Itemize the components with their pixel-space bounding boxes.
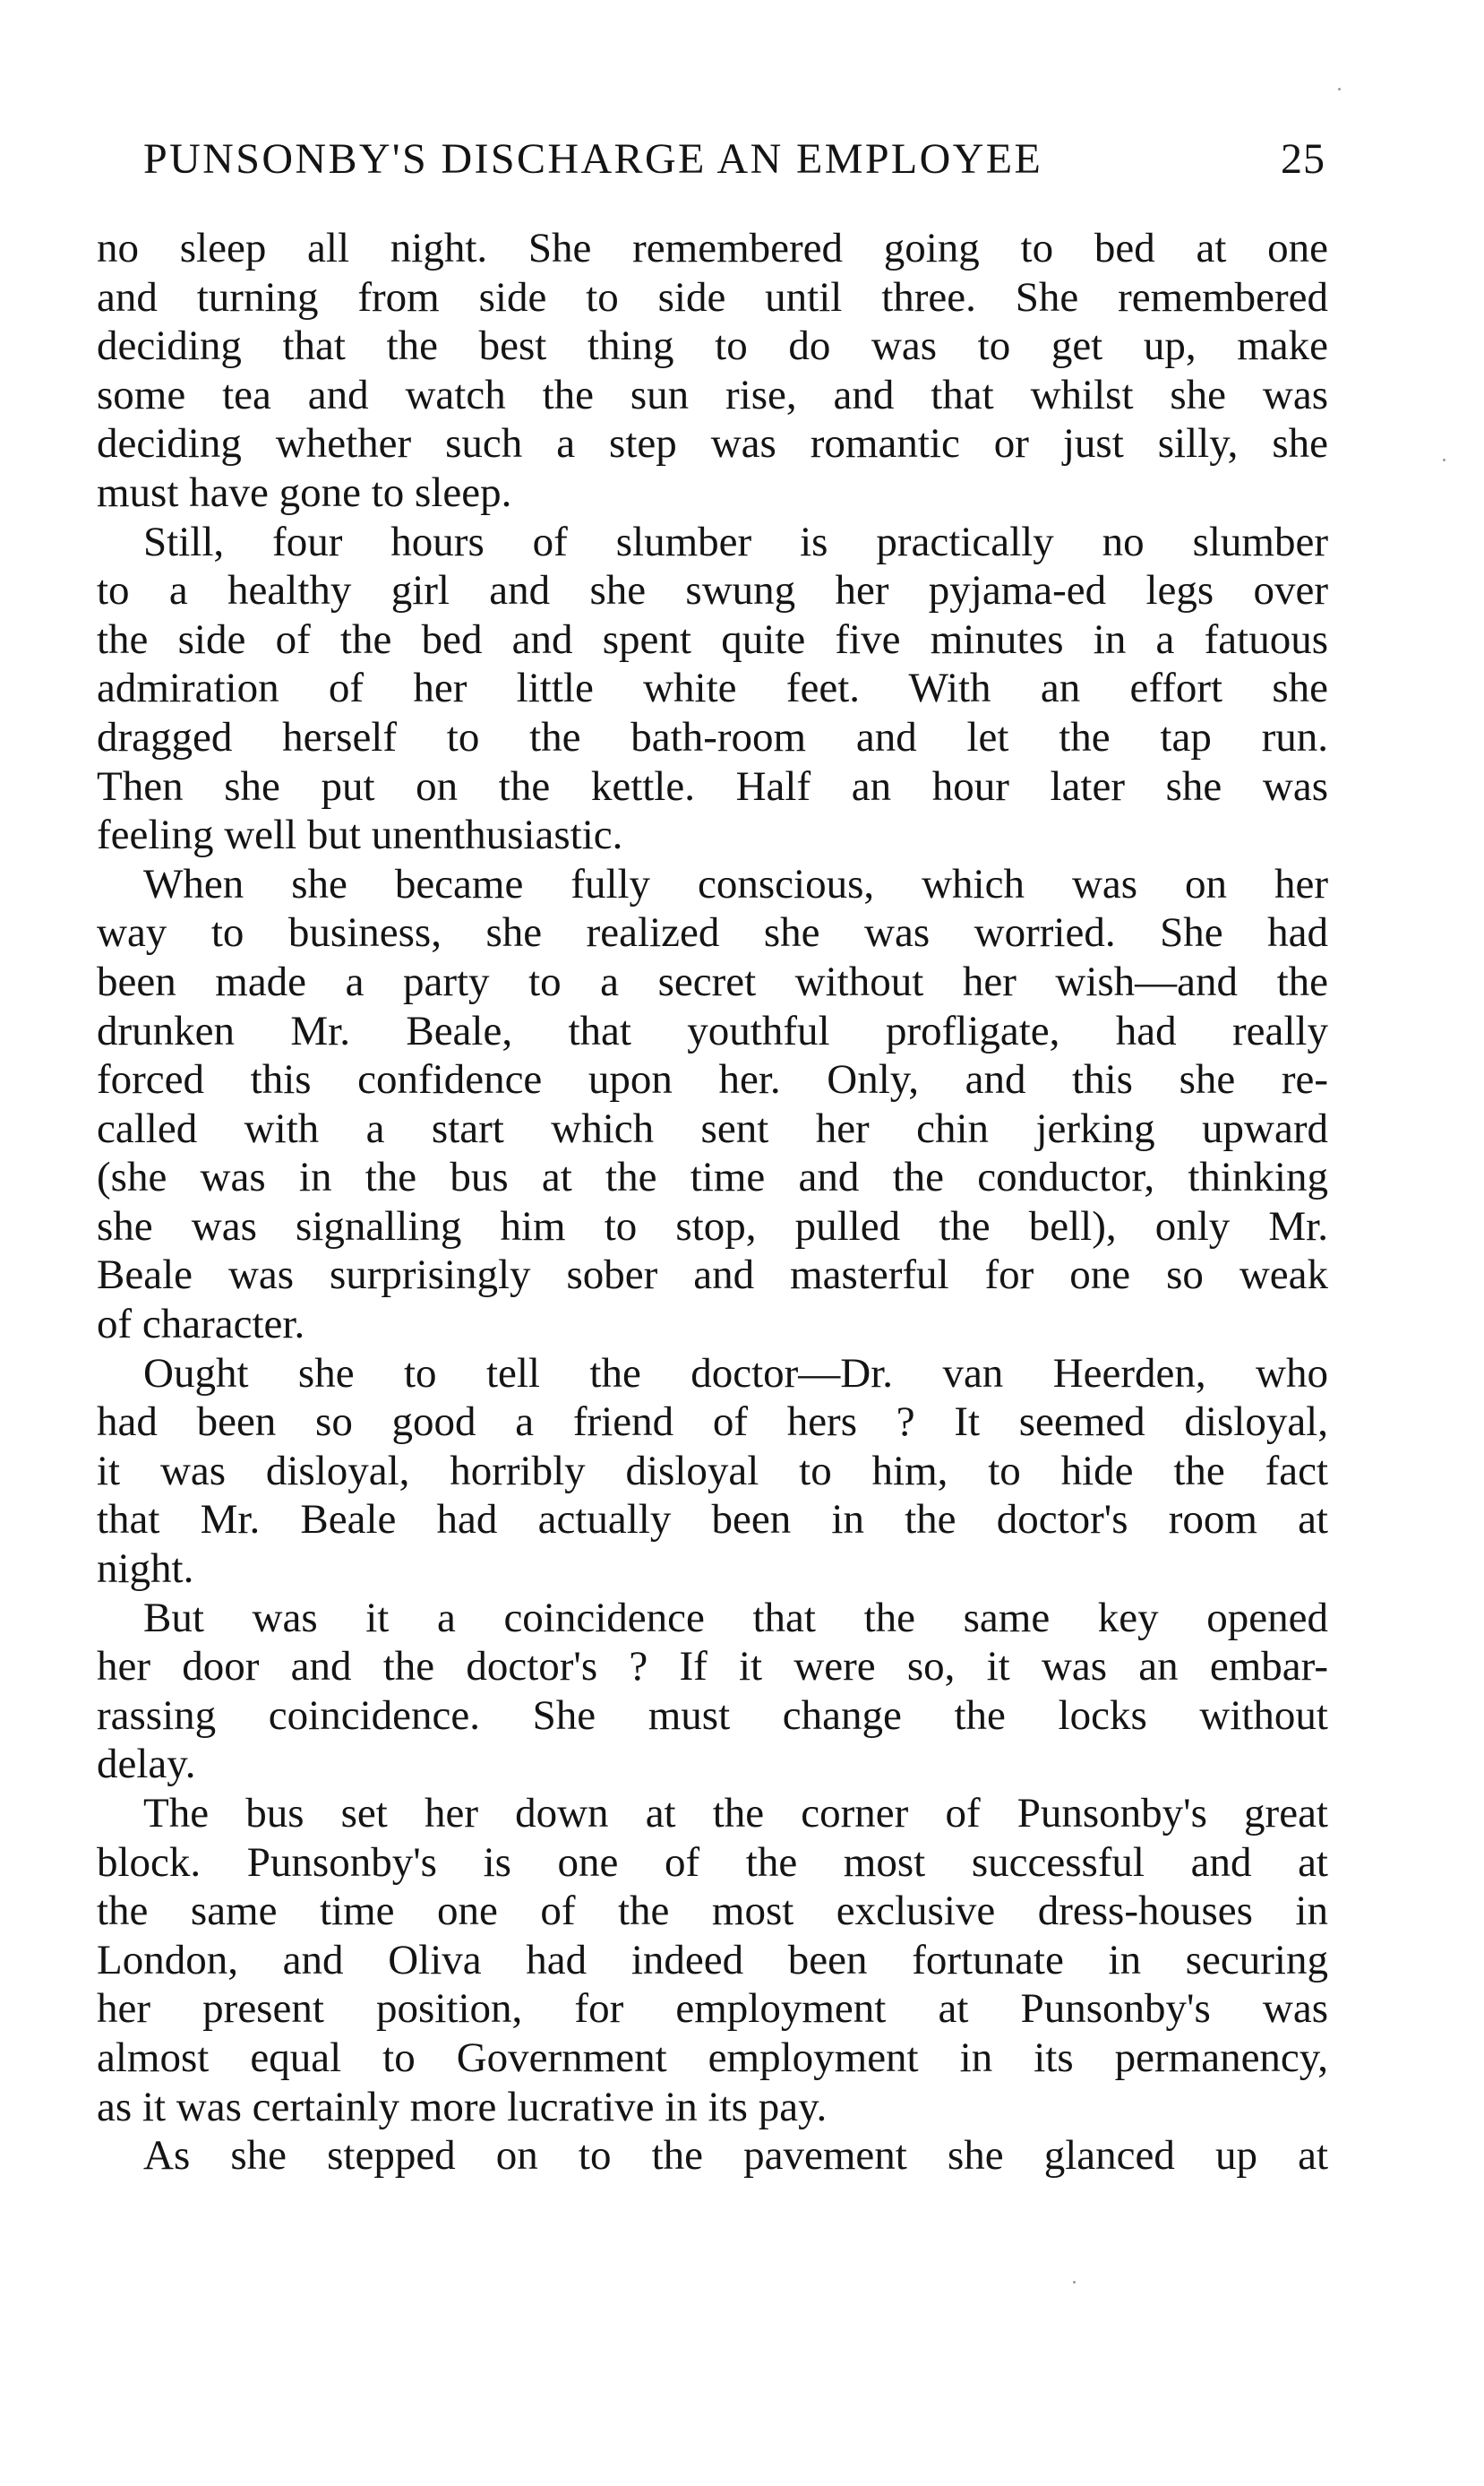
text-line: rassing coincidence. She must change the locks without (97, 1691, 1328, 1739)
text-line: (she was in the bus at the time and the conductor, thinking (97, 1154, 1328, 1201)
chapter-title: PUNSONBY'S DISCHARGE AN EMPLOYEE (143, 135, 1043, 183)
paragraph (97, 860, 1328, 1349)
text-line: to a healthy girl and she swung her pyjama-ed legs over (97, 567, 1328, 615)
text-line: it was disloyal, horribly disloyal to him, to hide the fact (97, 1447, 1328, 1494)
scan-speck (1338, 88, 1341, 90)
text-line: the side of the bed and spent quite five minutes in a fatuous (97, 615, 1328, 663)
text-line: Still, four hours of slumber is practically no slumber (143, 518, 1328, 565)
text-line: dragged herself to the bath-room and let the tap run. (97, 713, 1328, 761)
scan-speck (1073, 2281, 1076, 2284)
paragraph (97, 2131, 1328, 2181)
text-line: been made a party to a secret without her wish—and the (97, 958, 1328, 1005)
text-line: had been so good a friend of hers ? It seemed disloyal, (97, 1398, 1328, 1446)
text-line: The bus set her down at the corner of Punsonby's great (143, 1790, 1328, 1837)
paragraph (97, 1789, 1328, 2131)
text-line: feeling well but unenthusiastic. (97, 812, 623, 859)
scan-speck (1443, 459, 1445, 461)
text-line: London, and Oliva had indeed been fortunate in securing (97, 1936, 1328, 1983)
text-line: and turning from side to side until three. She remembered (97, 273, 1328, 321)
paragraph (97, 1349, 1328, 1594)
text-line: she was signalling him to stop, pulled the bell), only Mr. (97, 1202, 1328, 1250)
text-line: drunken Mr. Beale, that youthful profligate, had really (97, 1007, 1328, 1054)
paragraph (97, 518, 1328, 860)
text-line: But was it a coincidence that the same key opened (143, 1594, 1328, 1641)
text-line: that Mr. Beale had actually been in the doctor's room at (97, 1496, 1328, 1544)
text-line: Ought she to tell the doctor—Dr. van Heerden, who (143, 1349, 1328, 1397)
text-line: her present position, for employment at Punsonby's was (97, 1985, 1328, 2033)
text-line: delay. (97, 1741, 196, 1788)
paragraph (97, 1594, 1328, 1789)
text-line: Then she put on the kettle. Half an hour later she was (97, 762, 1328, 810)
paragraph (97, 224, 1328, 518)
text-line: block. Punsonby's is one of the most successful and at (97, 1838, 1328, 1886)
text-line: her door and the doctor's ? If it were so, it was an embar- (97, 1643, 1328, 1690)
text-line: forced this confidence upon her. Only, and this she re- (97, 1056, 1328, 1104)
text-line: of character. (97, 1301, 305, 1348)
text-line: As she stepped on to the pavement she glanced up at (143, 2132, 1328, 2180)
page-number: 25 (1281, 135, 1325, 183)
text-line: called with a start which sent her chin jerking upward (97, 1105, 1328, 1152)
text-line: Beale was surprisingly sober and masterful for one so weak (97, 1252, 1328, 1299)
text-line: deciding whether such a step was romantic or just silly, she (97, 420, 1328, 468)
text-line: must have gone to sleep. (97, 469, 512, 516)
text-line: almost equal to Government employment in its permanency, (97, 2034, 1328, 2081)
text-line: admiration of her little white feet. With an effort she (97, 665, 1328, 712)
body-text (97, 224, 1328, 2181)
text-line: way to business, she realized she was worried. She had (97, 909, 1328, 957)
running-head (143, 131, 1325, 188)
text-line: When she became fully conscious, which was on her (143, 860, 1328, 908)
text-line: night. (97, 1545, 194, 1593)
text-line: as it was certainly more lucrative in its pay. (97, 2083, 828, 2130)
text-line: no sleep all night. She remembered going to bed at one (97, 225, 1328, 271)
text-line: the same time one of the most exclusive dress-houses in (97, 1888, 1328, 1935)
text-line: deciding that the best thing to do was to get up, make (97, 323, 1328, 370)
text-line: some tea and watch the sun rise, and that whilst she was (97, 371, 1328, 418)
